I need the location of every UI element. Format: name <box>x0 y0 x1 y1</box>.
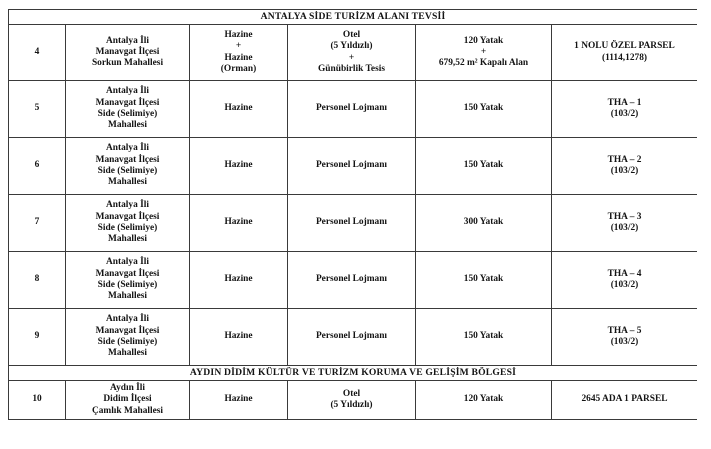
section-header-row <box>9 366 698 381</box>
ownership-cell: Hazine <box>190 138 288 195</box>
use-cell: Personel Lojmanı <box>288 138 416 195</box>
parcel-cell: THA – 1 (103/2) <box>552 81 698 138</box>
table-row <box>9 138 698 195</box>
capacity-cell: 150 Yatak <box>416 309 552 366</box>
section-header-row <box>9 10 698 25</box>
parcel-cell: THA – 2 (103/2) <box>552 138 698 195</box>
parcel-cell: 1 NOLU ÖZEL PARSEL (1114,1278) <box>552 25 698 81</box>
table-row <box>9 195 698 252</box>
parcel-cell: THA – 5 (103/2) <box>552 309 698 366</box>
row-number: 8 <box>9 252 66 309</box>
row-number: 10 <box>9 381 66 420</box>
parcel-cell: 2645 ADA 1 PARSEL <box>552 381 698 420</box>
table-row <box>9 381 698 420</box>
capacity-cell: 120 Yatak + 679,52 m² Kapalı Alan <box>416 25 552 81</box>
ownership-cell: Hazine <box>190 81 288 138</box>
ownership-cell: Hazine + Hazine (Orman) <box>190 25 288 81</box>
row-number: 7 <box>9 195 66 252</box>
use-cell: Otel (5 Yıldızlı) + Günübirlik Tesis <box>288 25 416 81</box>
use-cell: Personel Lojmanı <box>288 81 416 138</box>
capacity-cell: 150 Yatak <box>416 252 552 309</box>
ownership-cell: Hazine <box>190 381 288 420</box>
ownership-cell: Hazine <box>190 195 288 252</box>
capacity-cell: 150 Yatak <box>416 138 552 195</box>
row-number: 6 <box>9 138 66 195</box>
use-cell: Personel Lojmanı <box>288 309 416 366</box>
parcel-cell: THA – 3 (103/2) <box>552 195 698 252</box>
location-cell: Aydın İli Didim İlçesi Çamlık Mahallesi <box>66 381 190 420</box>
location-cell: Antalya İli Manavgat İlçesi Side (Selimiye) Mahallesi <box>66 81 190 138</box>
row-number: 4 <box>9 25 66 81</box>
capacity-cell: 120 Yatak <box>416 381 552 420</box>
facility-table <box>8 9 697 420</box>
table-row <box>9 309 698 366</box>
location-cell: Antalya İli Manavgat İlçesi Sorkun Mahallesi <box>66 25 190 81</box>
document-page <box>8 9 697 437</box>
row-number: 5 <box>9 81 66 138</box>
use-cell: Personel Lojmanı <box>288 252 416 309</box>
row-number: 9 <box>9 309 66 366</box>
use-cell: Personel Lojmanı <box>288 195 416 252</box>
capacity-cell: 150 Yatak <box>416 81 552 138</box>
section-title: ANTALYA SİDE TURİZM ALANI TEVSİİ <box>9 10 698 25</box>
capacity-cell: 300 Yatak <box>416 195 552 252</box>
table-row <box>9 252 698 309</box>
location-cell: Antalya İli Manavgat İlçesi Side (Selimiye) Mahallesi <box>66 195 190 252</box>
parcel-cell: THA – 4 (103/2) <box>552 252 698 309</box>
location-cell: Antalya İli Manavgat İlçesi Side (Selimiye) Mahallesi <box>66 309 190 366</box>
location-cell: Antalya İli Manavgat İlçesi Side (Selimiye) Mahallesi <box>66 138 190 195</box>
location-cell: Antalya İli Manavgat İlçesi Side (Selimiye) Mahallesi <box>66 252 190 309</box>
table-row <box>9 81 698 138</box>
ownership-cell: Hazine <box>190 309 288 366</box>
use-cell: Otel (5 Yıldızlı) <box>288 381 416 420</box>
ownership-cell: Hazine <box>190 252 288 309</box>
section-title: AYDIN DİDİM KÜLTÜR VE TURİZM KORUMA VE GELİŞİM BÖLGESİ <box>9 366 698 381</box>
table-row <box>9 25 698 81</box>
